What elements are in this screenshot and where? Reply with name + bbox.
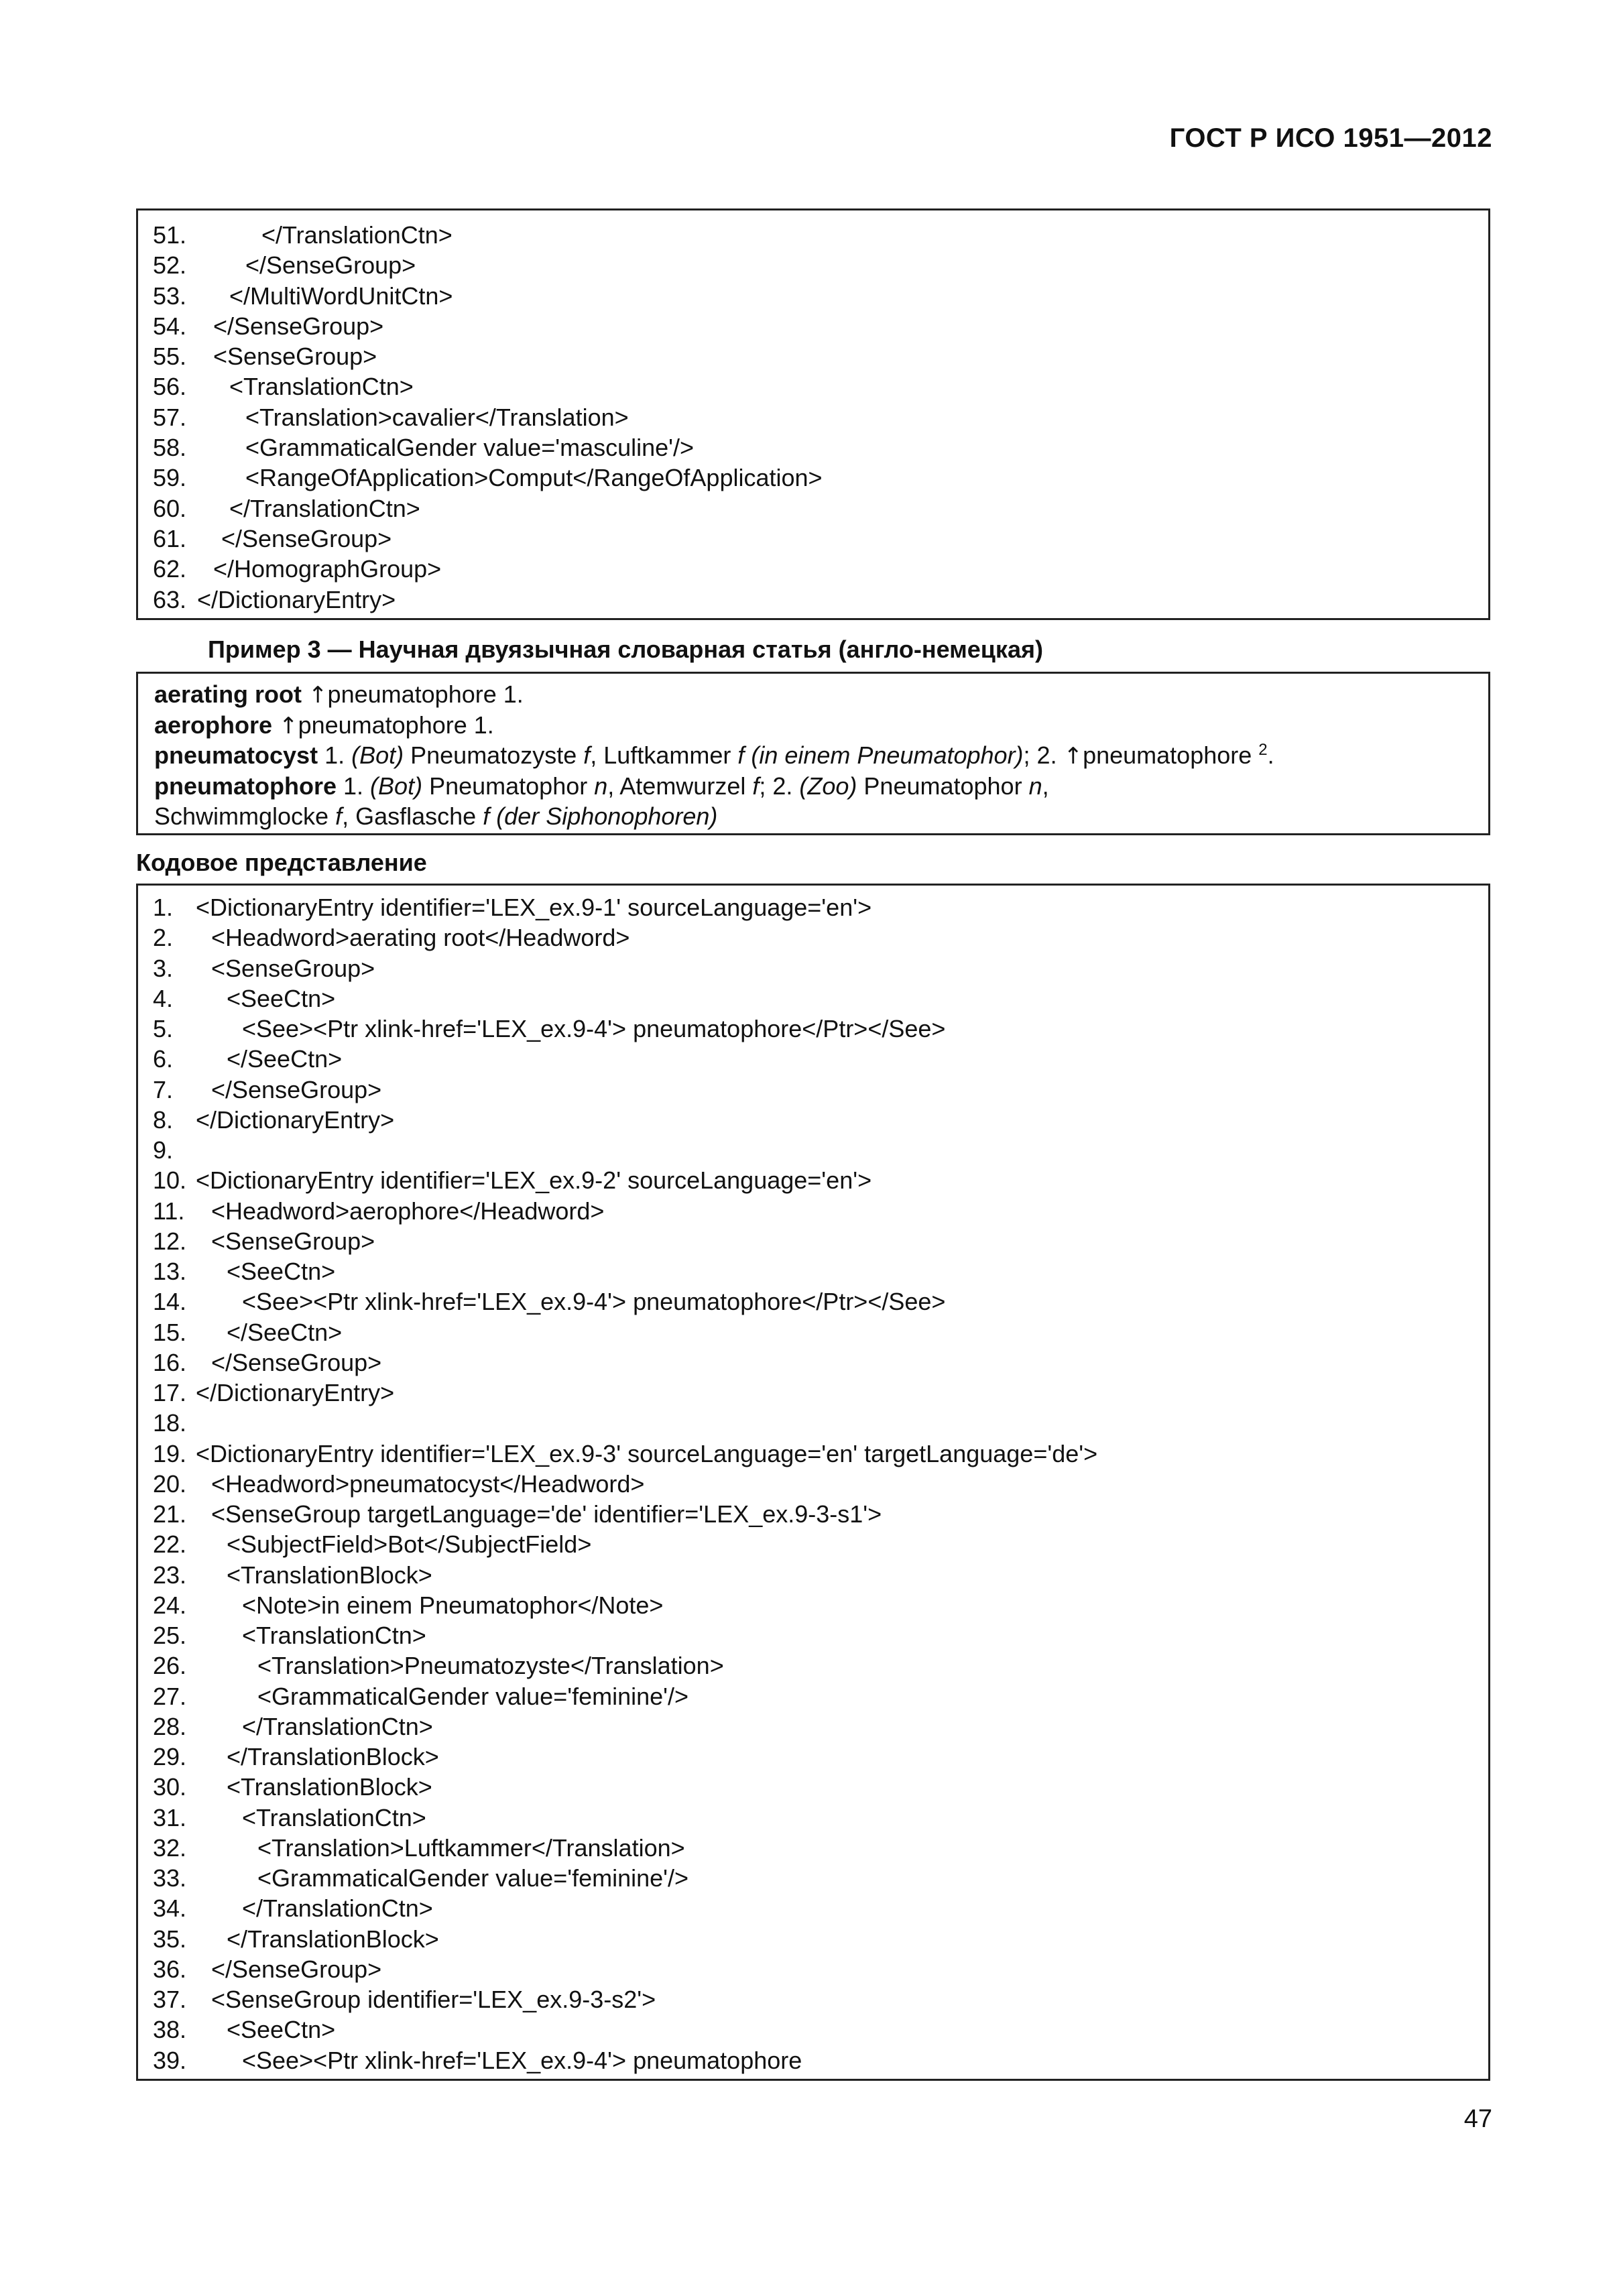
code-text: <See><Ptr xlink-href='LEX_ex.9-4'> pneumatophore — [242, 2046, 802, 2074]
cross-reference-arrow-icon: ↑ — [279, 712, 298, 739]
code-line — [138, 1469, 1488, 1499]
entry-pneumatophore-continued: Schwimmglocke f, Gasflasche f (der Siphonophoren) — [154, 802, 718, 830]
code-text: <GrammaticalGender value='masculine'/> — [245, 434, 695, 462]
code-line — [138, 1650, 1488, 1681]
code-text: <DictionaryEntry identifier='LEX_ex.9-3' sourceLanguage='en' targetLanguage='de'> — [196, 1439, 1098, 1467]
code-line — [138, 1317, 1488, 1347]
code-text: </DictionaryEntry> — [197, 585, 396, 613]
code-text: </TranslationCtn> — [242, 1894, 433, 1923]
code-text: </SenseGroup> — [213, 312, 384, 340]
code-text: </SenseGroup> — [245, 251, 416, 280]
line-number: 11. — [153, 1197, 185, 1225]
line-number: 6. — [153, 1045, 174, 1073]
code-text: <Note>in einem Pneumatophor</Note> — [242, 1591, 664, 1619]
entry-aerophore: aerophore ↑pneumatophore 1. — [154, 711, 494, 739]
line-number: 3. — [153, 954, 174, 982]
line-number: 57. — [153, 403, 187, 431]
line-number: 31. — [153, 1803, 187, 1831]
line-number: 24. — [153, 1591, 187, 1619]
line-number: 4. — [153, 984, 174, 1012]
dictionary-entry-example — [136, 672, 1490, 835]
code-line — [138, 402, 1488, 432]
code-text: </SenseGroup> — [211, 1075, 382, 1103]
code-line — [138, 1165, 1488, 1195]
code-text: <TranslationBlock> — [227, 1773, 432, 1801]
line-number: 22. — [153, 1530, 187, 1559]
code-text: <Headword>pneumatocyst</Headword> — [211, 1469, 645, 1498]
code-line — [138, 953, 1488, 983]
code-line — [138, 922, 1488, 953]
code-line — [138, 493, 1488, 524]
page-number: 47 — [1463, 2105, 1492, 2133]
code-line — [138, 1620, 1488, 1650]
line-number: 56. — [153, 373, 187, 401]
line-number: 61. — [153, 524, 187, 552]
line-number: 18. — [153, 1409, 187, 1437]
code-line — [138, 1408, 1488, 1438]
line-number: 36. — [153, 1955, 187, 1983]
code-line — [138, 1590, 1488, 1620]
code-text: </SeeCtn> — [227, 1045, 343, 1073]
code-text: </SenseGroup> — [221, 524, 392, 552]
code-line — [138, 554, 1488, 584]
line-number: 23. — [153, 1561, 187, 1589]
code-text: <SenseGroup> — [211, 954, 375, 982]
code-block — [136, 884, 1490, 2081]
code-line — [138, 1924, 1488, 1954]
code-line — [138, 1499, 1488, 1529]
code-text: <GrammaticalGender value='feminine'/> — [257, 1864, 689, 1892]
code-line — [138, 220, 1488, 250]
line-number: 59. — [153, 464, 187, 492]
code-line — [138, 281, 1488, 311]
code-text: <TranslationBlock> — [227, 1561, 432, 1589]
code-text: <SeeCtn> — [227, 984, 336, 1012]
line-number: 30. — [153, 1773, 187, 1801]
line-number: 9. — [153, 1136, 174, 1164]
code-text: </TranslationBlock> — [227, 1925, 439, 1953]
line-number: 16. — [153, 1348, 187, 1376]
code-text: </SenseGroup> — [211, 1955, 382, 1983]
code-line — [138, 1954, 1488, 1984]
line-number: 15. — [153, 1318, 187, 1346]
line-number: 10. — [153, 1166, 187, 1195]
code-line — [138, 1439, 1488, 1469]
line-number: 39. — [153, 2046, 187, 2074]
code-line — [138, 1893, 1488, 1923]
code-text: <TranslationCtn> — [242, 1803, 426, 1831]
code-text: <SenseGroup> — [213, 343, 377, 371]
code-text: </SenseGroup> — [211, 1348, 382, 1376]
line-number: 54. — [153, 312, 187, 340]
code-line — [138, 1044, 1488, 1074]
code-line — [138, 1135, 1488, 1165]
code-line — [138, 524, 1488, 554]
code-line — [138, 1256, 1488, 1286]
code-line — [138, 585, 1488, 615]
code-line — [138, 1378, 1488, 1408]
line-number: 63. — [153, 585, 187, 613]
code-text: <See><Ptr xlink-href='LEX_ex.9-4'> pneumatophore</Ptr></See> — [242, 1015, 946, 1042]
code-line — [138, 1742, 1488, 1772]
code-text: </SeeCtn> — [227, 1318, 343, 1346]
code-line — [138, 1711, 1488, 1742]
line-number: 25. — [153, 1622, 187, 1649]
line-number: 20. — [153, 1469, 187, 1498]
line-number: 1. — [153, 894, 174, 921]
code-text: <SeeCtn> — [227, 2016, 336, 2044]
code-line — [138, 1196, 1488, 1226]
code-text: </TranslationBlock> — [227, 1743, 439, 1770]
line-number: 55. — [153, 343, 187, 371]
line-number: 34. — [153, 1894, 187, 1923]
line-number: 58. — [153, 434, 187, 462]
line-number: 27. — [153, 1682, 187, 1710]
code-text: </DictionaryEntry> — [196, 1379, 395, 1406]
code-line — [138, 1529, 1488, 1559]
line-number: 13. — [153, 1258, 187, 1285]
code-text: <SubjectField>Bot</SubjectField> — [227, 1530, 592, 1559]
code-line — [138, 371, 1488, 402]
code-text: <Translation>Pneumatozyste</Translation> — [257, 1652, 724, 1680]
line-number: 2. — [153, 924, 174, 952]
code-text: <SenseGroup> — [211, 1227, 375, 1255]
line-number: 28. — [153, 1712, 187, 1740]
cross-reference-arrow-icon: ↑ — [308, 682, 328, 709]
line-number: 17. — [153, 1379, 187, 1406]
code-line — [138, 1226, 1488, 1256]
code-text: <Headword>aerating root</Headword> — [211, 924, 630, 952]
code-line — [138, 1347, 1488, 1378]
code-line — [138, 1681, 1488, 1711]
entry-pneumatophore: pneumatophore 1. (Bot) Pneumatophor n, Atemwurzel f; 2. (Zoo) Pneumatophor n, — [154, 772, 1049, 800]
entry-aerating-root: aerating root ↑pneumatophore 1. — [154, 680, 524, 709]
code-line — [138, 463, 1488, 493]
code-line — [138, 1772, 1488, 1802]
code-line — [138, 1560, 1488, 1590]
code-line — [138, 1833, 1488, 1863]
code-text: </HomographGroup> — [213, 555, 442, 583]
line-number: 62. — [153, 555, 187, 583]
code-line — [138, 341, 1488, 371]
cross-reference-arrow-icon: ↑ — [1063, 743, 1083, 770]
code-line — [138, 1075, 1488, 1105]
line-number: 12. — [153, 1227, 187, 1255]
line-number: 33. — [153, 1864, 187, 1892]
line-number: 52. — [153, 251, 187, 280]
line-number: 5. — [153, 1015, 174, 1042]
code-text: <DictionaryEntry identifier='LEX_ex.9-1' sourceLanguage='en'> — [196, 894, 872, 921]
code-text: <RangeOfApplication>Comput</RangeOfApplication> — [245, 464, 823, 492]
code-text: <See><Ptr xlink-href='LEX_ex.9-4'> pneumatophore</Ptr></See> — [242, 1288, 946, 1316]
line-number: 60. — [153, 494, 187, 522]
code-representation-caption: Кодовое представление — [136, 849, 427, 876]
line-number: 14. — [153, 1288, 187, 1316]
code-line — [138, 432, 1488, 463]
document-id-header: ГОСТ Р ИСО 1951—2012 — [1169, 123, 1492, 153]
code-text: <SenseGroup identifier='LEX_ex.9-3-s2'> — [211, 1986, 656, 2013]
code-text: <DictionaryEntry identifier='LEX_ex.9-2' sourceLanguage='en'> — [196, 1166, 872, 1195]
code-line — [138, 250, 1488, 280]
code-text: </TranslationCtn> — [242, 1712, 433, 1740]
line-number: 7. — [153, 1075, 174, 1103]
code-line — [138, 1803, 1488, 1833]
code-line — [138, 1014, 1488, 1044]
line-number: 38. — [153, 2016, 187, 2044]
line-number: 26. — [153, 1652, 187, 1680]
code-text: </DictionaryEntry> — [196, 1105, 395, 1134]
line-number: 51. — [153, 221, 187, 249]
line-number: 19. — [153, 1439, 187, 1467]
code-line — [138, 1984, 1488, 2014]
line-number: 29. — [153, 1743, 187, 1770]
code-line — [138, 983, 1488, 1014]
line-number: 32. — [153, 1833, 187, 1862]
entry-pneumatocyst: pneumatocyst 1. (Bot) Pneumatozyste f, Luftkammer f (in einem Pneumatophor); 2. ↑pneumatophore $^2$. — [154, 741, 1274, 770]
code-text: <Headword>aerophore</Headword> — [211, 1197, 605, 1225]
code-text: <Translation>Luftkammer</Translation> — [257, 1833, 685, 1862]
code-text: <GrammaticalGender value='feminine'/> — [257, 1682, 689, 1710]
code-text: <SenseGroup targetLanguage='de' identifier='LEX_ex.9-3-s1'> — [211, 1500, 882, 1528]
line-number: 37. — [153, 1986, 187, 2013]
line-number: 21. — [153, 1500, 187, 1528]
code-line — [138, 2045, 1488, 2075]
code-line — [138, 1863, 1488, 1893]
code-text: </TranslationCtn> — [261, 221, 453, 249]
code-line — [138, 311, 1488, 341]
code-text: <TranslationCtn> — [229, 373, 414, 401]
code-text: <Translation>cavalier</Translation> — [245, 403, 629, 431]
line-number: 8. — [153, 1105, 174, 1134]
line-number: 53. — [153, 282, 187, 310]
code-line — [138, 1286, 1488, 1317]
line-number: 35. — [153, 1925, 187, 1953]
code-line — [138, 2014, 1488, 2045]
code-text: </TranslationCtn> — [229, 494, 420, 522]
code-text: </MultiWordUnitCtn> — [229, 282, 453, 310]
code-block-continued — [136, 208, 1490, 620]
example-caption: Пример 3 — Научная двуязычная словарная статья (англо-немецкая) — [208, 636, 1043, 663]
code-text: <SeeCtn> — [227, 1258, 336, 1285]
code-text: <TranslationCtn> — [242, 1622, 426, 1649]
code-line — [138, 892, 1488, 922]
code-line — [138, 1105, 1488, 1135]
